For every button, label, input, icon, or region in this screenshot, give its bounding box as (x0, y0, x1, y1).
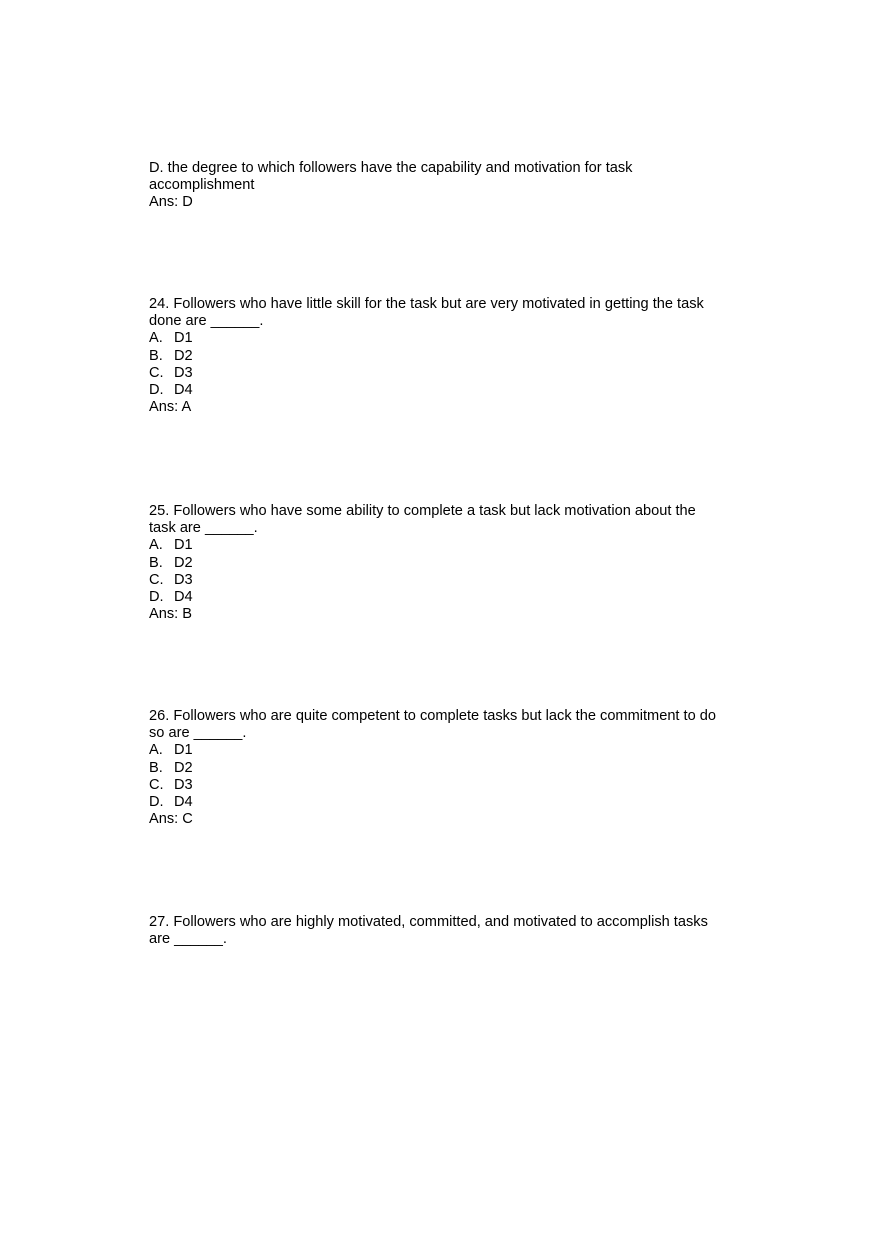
option-text-continued: accomplishment (149, 177, 255, 194)
question-stem: 27. Followers who are highly motivated, committed, and motivated to accomplish tasks (149, 914, 708, 930)
question-stem: 25. Followers who have some ability to complete a task but lack motivation about the (149, 503, 696, 519)
question-27 (149, 914, 739, 948)
question-stem: 26. Followers who are quite competent to complete tasks but lack the commitment to do (149, 708, 716, 724)
answer-key: Ans: A (149, 399, 192, 416)
option-text: D. the degree to which followers have the capability and motivation for task (149, 160, 633, 176)
answer-option-a: A. D1 (149, 537, 193, 554)
answer-option-c: C. D3 (149, 571, 193, 588)
answer-option-d: D. D4 (149, 794, 193, 811)
answer-option-b: B. D2 (149, 554, 193, 571)
question-stem-continued: so are ______. (149, 725, 247, 742)
question-stem-continued: are ______. (149, 931, 227, 948)
question-stem-continued: done are ______. (149, 313, 264, 330)
answer-option-b: B. D2 (149, 347, 193, 364)
answer-key: Ans: B (149, 606, 192, 623)
answer-option-a: A. D1 (149, 330, 193, 347)
answer-option-a: A. D1 (149, 742, 193, 759)
answer-option-b: B. D2 (149, 759, 193, 776)
question-26 (149, 708, 739, 828)
answer-key: Ans: D (149, 194, 193, 211)
answer-option-c: C. D3 (149, 776, 193, 793)
answer-option-c: C. D3 (149, 364, 193, 381)
question-24 (149, 296, 739, 416)
question-stem-continued: task are ______. (149, 520, 258, 537)
question-25 (149, 503, 739, 623)
answer-option-d: D. D4 (149, 382, 193, 399)
question-stem: 24. Followers who have little skill for the task but are very motivated in getting the task (149, 296, 704, 312)
answer-key: Ans: C (149, 811, 193, 828)
answer-option-d: D. D4 (149, 589, 193, 606)
option-continuation-block (149, 160, 739, 212)
